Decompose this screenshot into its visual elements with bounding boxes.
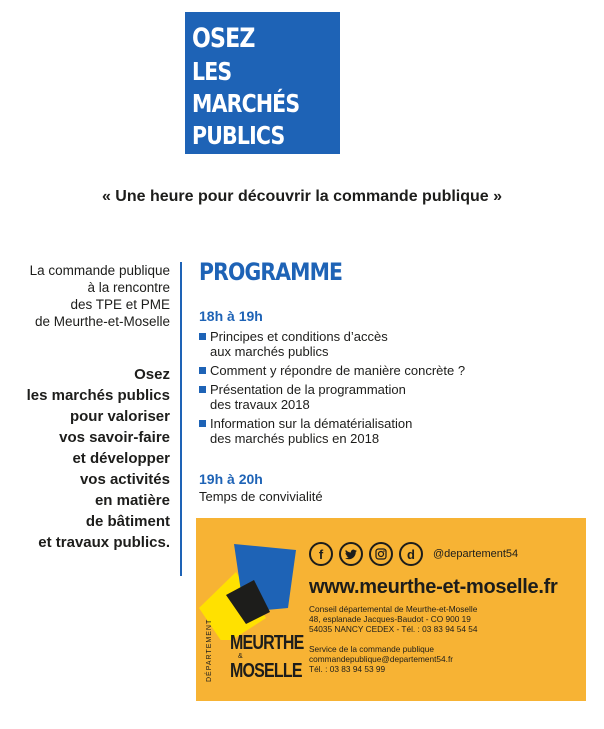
- logo-line-2: LES MARCHÉS: [192, 57, 300, 118]
- service-line: Service de la commande publique: [309, 644, 434, 654]
- intro-line: de Meurthe-et-Moselle: [34, 314, 170, 329]
- item-text: Présentation de la programmation: [210, 382, 406, 397]
- org-line: Conseil départemental de Meurthe-et-Moselle: [309, 604, 478, 614]
- org-line: 48, esplanade Jacques-Baudot - CO 900 19: [309, 614, 471, 624]
- intro-line: des TPE et PME: [70, 297, 170, 312]
- subtitle: « Une heure pour découvrir la commande publique »: [101, 188, 503, 205]
- social-links: [309, 540, 518, 568]
- org-line: 54035 NANCY CEDEX - Tél. : 03 83 94 54 54: [309, 624, 478, 634]
- slogan-line: Osez: [134, 366, 170, 383]
- slogan-line: vos activités: [79, 471, 170, 488]
- service-line: Tél. : 03 83 94 53 99: [309, 664, 386, 674]
- time-slot-1: 18h à 19h: [199, 308, 263, 324]
- item-text: des marchés publics en 2018: [210, 431, 380, 446]
- dept-bottom-text: MOSELLE: [230, 660, 302, 682]
- programme-title: PROGRAMME: [199, 258, 343, 286]
- logo-line-1: OSEZ: [192, 23, 255, 54]
- dept-top-text: MEURTHE: [230, 632, 304, 654]
- org-address: [309, 604, 478, 634]
- dailymotion-icon[interactable]: d: [399, 542, 423, 566]
- slogan-line: et travaux publics.: [38, 534, 170, 551]
- time-slot-2: 19h à 20h: [199, 471, 263, 487]
- conviviality-text: Temps de convivialité: [199, 489, 323, 504]
- campaign-logo: [185, 12, 340, 154]
- item-text: Principes et conditions d’accès: [210, 329, 388, 344]
- department-logo: [196, 540, 306, 690]
- slogan-line: les marchés publics: [26, 387, 170, 404]
- contact-footer: [196, 518, 586, 701]
- item-text: Information sur la dématérialisation: [210, 416, 413, 431]
- slogan: [0, 364, 170, 553]
- bullet-square-icon: [199, 367, 206, 374]
- vertical-divider: [180, 262, 182, 576]
- intro-line: à la rencontre: [87, 280, 170, 295]
- social-handle[interactable]: @departement54: [433, 548, 519, 560]
- service-email[interactable]: commandepublique@departement54.fr: [309, 654, 454, 664]
- service-contact: [309, 644, 453, 674]
- bullet-square-icon: [199, 333, 206, 340]
- list-item: [199, 363, 499, 378]
- item-text: aux marchés publics: [210, 344, 329, 359]
- intro-text: [0, 262, 170, 330]
- list-item: [199, 416, 499, 446]
- slogan-line: vos savoir-faire: [59, 429, 170, 446]
- bullet-square-icon: [199, 386, 206, 393]
- intro-line: La commande publique: [29, 263, 170, 278]
- logo-line-3: PUBLICS: [192, 121, 285, 150]
- twitter-icon[interactable]: [339, 542, 363, 566]
- website-link[interactable]: www.meurthe-et-moselle.fr: [309, 576, 558, 598]
- department-wordmark: [206, 618, 304, 702]
- list-item: [199, 382, 499, 412]
- item-text: des travaux 2018: [210, 397, 310, 412]
- item-text: Comment y répondre de manière concrète ?: [210, 363, 466, 378]
- facebook-icon[interactable]: f: [309, 542, 333, 566]
- dept-amp: &: [238, 653, 243, 660]
- slogan-line: et développer: [72, 450, 170, 467]
- programme-list: [199, 329, 499, 450]
- slogan-line: en matière: [94, 492, 170, 509]
- slogan-line: pour valoriser: [69, 408, 170, 425]
- dept-small-text: DÉPARTEMENT: [206, 618, 213, 682]
- list-item: [199, 329, 499, 359]
- bullet-square-icon: [199, 420, 206, 427]
- slogan-line: de bâtiment: [85, 513, 170, 530]
- instagram-icon[interactable]: [369, 542, 393, 566]
